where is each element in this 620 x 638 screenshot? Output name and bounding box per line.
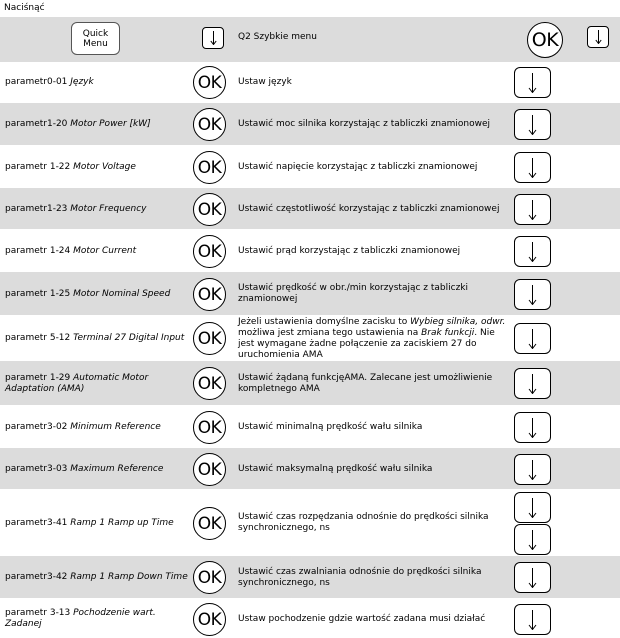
table-row xyxy=(0,315,620,360)
parameter-description: Motor Power [kW] xyxy=(70,119,151,129)
instruction-cell xyxy=(238,556,510,599)
parameter-label xyxy=(5,289,170,300)
table-row xyxy=(0,62,620,101)
arrow-down-icon xyxy=(528,530,537,550)
table-row xyxy=(0,555,620,598)
instruction-text-part: Jeżeli ustawienia domyślne zacisku to xyxy=(238,316,411,327)
quick-menu-button[interactable] xyxy=(71,22,120,55)
instruction-cell xyxy=(238,316,510,361)
table-row xyxy=(0,405,620,447)
instruction-text: Ustawić maksymalną prędkość wału silnika xyxy=(238,463,433,474)
down-arrow-button[interactable] xyxy=(514,194,551,225)
parameter-cell xyxy=(5,230,190,272)
ok-button[interactable]: OK xyxy=(193,507,226,540)
ok-button[interactable]: OK xyxy=(193,603,226,636)
instruction-text: Ustaw pochodzenie gdzie wartość zadana musi działać xyxy=(238,613,486,624)
arrow-down-icon xyxy=(210,31,217,45)
down-arrow-button[interactable] xyxy=(514,492,551,523)
parameter-label xyxy=(5,77,94,88)
ok-button[interactable]: OK xyxy=(193,193,226,226)
parameter-label xyxy=(5,333,184,344)
arrow-down-icon xyxy=(528,374,537,394)
instruction-text: Ustawić prąd korzystając z tabliczki znamionowej xyxy=(238,245,461,256)
ok-button[interactable]: OK xyxy=(193,561,226,594)
instruction-text-part: Wybieg silnika, odwr. xyxy=(410,316,506,327)
parameter-cell xyxy=(5,490,190,556)
parameter-description: Minimum Reference xyxy=(70,421,161,432)
parameter-number: parametr0-01 xyxy=(5,77,71,87)
parameter-number: parametr 1-22 xyxy=(5,161,74,172)
table-row xyxy=(0,489,620,555)
parameter-number: parametr1-20 xyxy=(5,119,71,129)
instruction-text: Ustawić napięcie korzystając z tabliczki znamionowej xyxy=(238,161,478,172)
instruction-text: Ustawić czas zwalniania odnośnie do prędkości silnika synchronicznego, ns xyxy=(238,566,482,588)
parameter-cell xyxy=(5,599,190,638)
arrow-down-icon xyxy=(595,30,602,44)
down-arrow-button[interactable] xyxy=(514,236,551,267)
instruction-text: Ustaw język xyxy=(238,77,292,87)
instruction-text: Ustawić moc silnika korzystając z tabliczki znamionowej xyxy=(238,119,491,129)
parameter-description: Motor Nominal Speed xyxy=(73,288,171,299)
down-arrow-button[interactable] xyxy=(514,323,551,354)
parameter-cell xyxy=(5,316,190,361)
parameter-description: Ramp 1 Ramp up Time xyxy=(70,517,174,528)
parameter-label xyxy=(5,608,190,630)
parameter-cell xyxy=(5,63,190,102)
table-row xyxy=(0,447,620,489)
arrow-down-icon xyxy=(528,242,537,262)
parameter-label xyxy=(5,373,190,395)
parameter-cell xyxy=(5,361,190,406)
down-arrow-button[interactable] xyxy=(202,27,224,49)
ok-button[interactable]: OK xyxy=(193,411,226,444)
instruction-text: Ustawić minimalną prędkość wału silnika xyxy=(238,421,423,432)
ok-button[interactable]: OK xyxy=(193,66,226,99)
down-arrow-button[interactable] xyxy=(514,412,551,443)
arrow-down-icon xyxy=(528,158,537,178)
table-row xyxy=(0,360,620,405)
parameter-number: parametr3-03 xyxy=(5,463,71,474)
instruction-label: Naciśnąć xyxy=(4,3,45,13)
parameter-description: Automatic Motor Adaptation (AMA) xyxy=(5,372,149,394)
ok-button[interactable]: OK xyxy=(193,108,226,141)
parameter-number: parametr1-23 xyxy=(5,203,71,214)
parameter-cell xyxy=(5,103,190,146)
parameter-label xyxy=(5,422,161,433)
parameter-description: Ramp 1 Ramp Down Time xyxy=(70,572,188,582)
instruction-cell xyxy=(238,599,510,638)
parameter-number: parametr 5-12 xyxy=(5,333,74,343)
down-arrow-button[interactable] xyxy=(514,109,551,140)
table-row xyxy=(0,145,620,187)
down-arrow-button[interactable] xyxy=(514,368,551,399)
instruction-cell xyxy=(238,230,510,272)
arrow-down-icon xyxy=(528,329,537,349)
parameter-cell xyxy=(5,556,190,599)
table-row xyxy=(0,598,620,638)
instruction-text-part: Brak funkcji xyxy=(421,327,475,338)
parameter-description: Motor Frequency xyxy=(70,203,147,214)
down-arrow-button[interactable] xyxy=(514,524,551,555)
parameter-label xyxy=(5,464,163,475)
arrow-down-icon xyxy=(528,73,537,93)
instruction-cell xyxy=(238,103,510,146)
parameter-cell xyxy=(5,406,190,448)
instruction-cell xyxy=(238,448,510,490)
parameter-label xyxy=(5,162,136,173)
arrow-down-icon xyxy=(528,285,537,305)
ok-button[interactable]: OK xyxy=(193,322,226,355)
parameter-label xyxy=(5,246,136,257)
ok-button[interactable]: OK xyxy=(193,235,226,268)
instruction-cell xyxy=(238,361,510,406)
parameter-cell xyxy=(5,272,190,316)
instruction-text-part: możliwa jest zmiana tego ustawienia na xyxy=(238,327,422,338)
instruction-cell xyxy=(238,63,510,102)
instruction-cell xyxy=(238,490,510,556)
arrow-down-icon xyxy=(528,568,537,588)
parameter-number: parametr 3-13 xyxy=(5,608,74,618)
down-arrow-button[interactable] xyxy=(514,152,551,183)
arrow-down-icon xyxy=(528,418,537,438)
parameter-description: Język xyxy=(70,77,94,87)
parameter-description: Motor Current xyxy=(73,245,137,256)
arrow-down-icon xyxy=(528,460,537,480)
arrow-down-icon xyxy=(528,498,537,518)
down-arrow-button[interactable] xyxy=(514,279,551,310)
instruction-text xyxy=(238,317,510,361)
menu-title: Q2 Szybkie menu xyxy=(238,32,317,42)
instruction-text: Ustawić czas rozpędzania odnośnie do prędkości silnika synchronicznego, ns xyxy=(238,512,489,533)
down-arrow-button[interactable] xyxy=(514,454,551,485)
parameter-description: Pochodzenie wart. Zadanej xyxy=(5,608,156,629)
arrow-down-icon xyxy=(528,115,537,135)
down-arrow-button[interactable] xyxy=(514,67,551,98)
instruction-text: Ustawić częstotliwość korzystając z tabliczki znamionowej xyxy=(238,203,500,214)
down-arrow-button[interactable] xyxy=(514,562,551,593)
parameter-cell xyxy=(5,448,190,490)
quick-menu-label-2: Menu xyxy=(83,38,108,49)
ok-button[interactable]: OK xyxy=(527,22,563,58)
ok-button[interactable]: OK xyxy=(193,151,226,184)
ok-button[interactable]: OK xyxy=(193,367,226,400)
parameter-number: parametr3-41 xyxy=(5,517,71,528)
instruction-cell xyxy=(238,272,510,316)
arrow-down-icon xyxy=(528,200,537,220)
instruction-text-part: . Nie jest wymagane żadne połączenie za zaciskiem 27 do uruchomienia AMA xyxy=(238,327,495,360)
table-row xyxy=(0,271,620,315)
instruction-text: Ustawić żądaną funkcjęAMA. Zalecane jest umożliwienie kompletnego AMA xyxy=(238,372,493,394)
table-row xyxy=(0,229,620,271)
arrow-down-icon xyxy=(528,610,537,630)
instruction-text: Ustawić prędkość w obr./min korzystając z tabliczki znamionowej xyxy=(238,283,469,304)
instruction-cell xyxy=(238,146,510,188)
ok-button[interactable]: OK xyxy=(193,453,226,486)
parameter-label xyxy=(5,572,188,583)
table-row xyxy=(0,102,620,145)
parameter-label xyxy=(5,204,146,215)
parameter-number: parametr3-42 xyxy=(5,572,71,582)
parameter-cell xyxy=(5,188,190,230)
parameter-cell xyxy=(5,146,190,188)
parameter-number: parametr3-02 xyxy=(5,421,71,432)
down-arrow-button[interactable] xyxy=(587,26,609,48)
parameter-label xyxy=(5,518,174,529)
down-arrow-button[interactable] xyxy=(514,604,551,635)
parameter-number: parametr 1-24 xyxy=(5,245,74,256)
quick-menu-label-1: Quick xyxy=(82,28,109,39)
ok-button[interactable]: OK xyxy=(193,278,226,311)
parameter-label xyxy=(5,119,151,130)
instruction-cell xyxy=(238,406,510,448)
instruction-cell xyxy=(238,188,510,230)
table-row xyxy=(0,187,620,229)
parameter-description: Maximum Reference xyxy=(70,463,164,474)
parameter-number: parametr 1-29 xyxy=(5,372,74,383)
parameter-number: parametr 1-25 xyxy=(5,288,74,299)
parameter-description: Terminal 27 Digital Input xyxy=(73,333,185,343)
parameter-description: Motor Voltage xyxy=(73,161,136,172)
